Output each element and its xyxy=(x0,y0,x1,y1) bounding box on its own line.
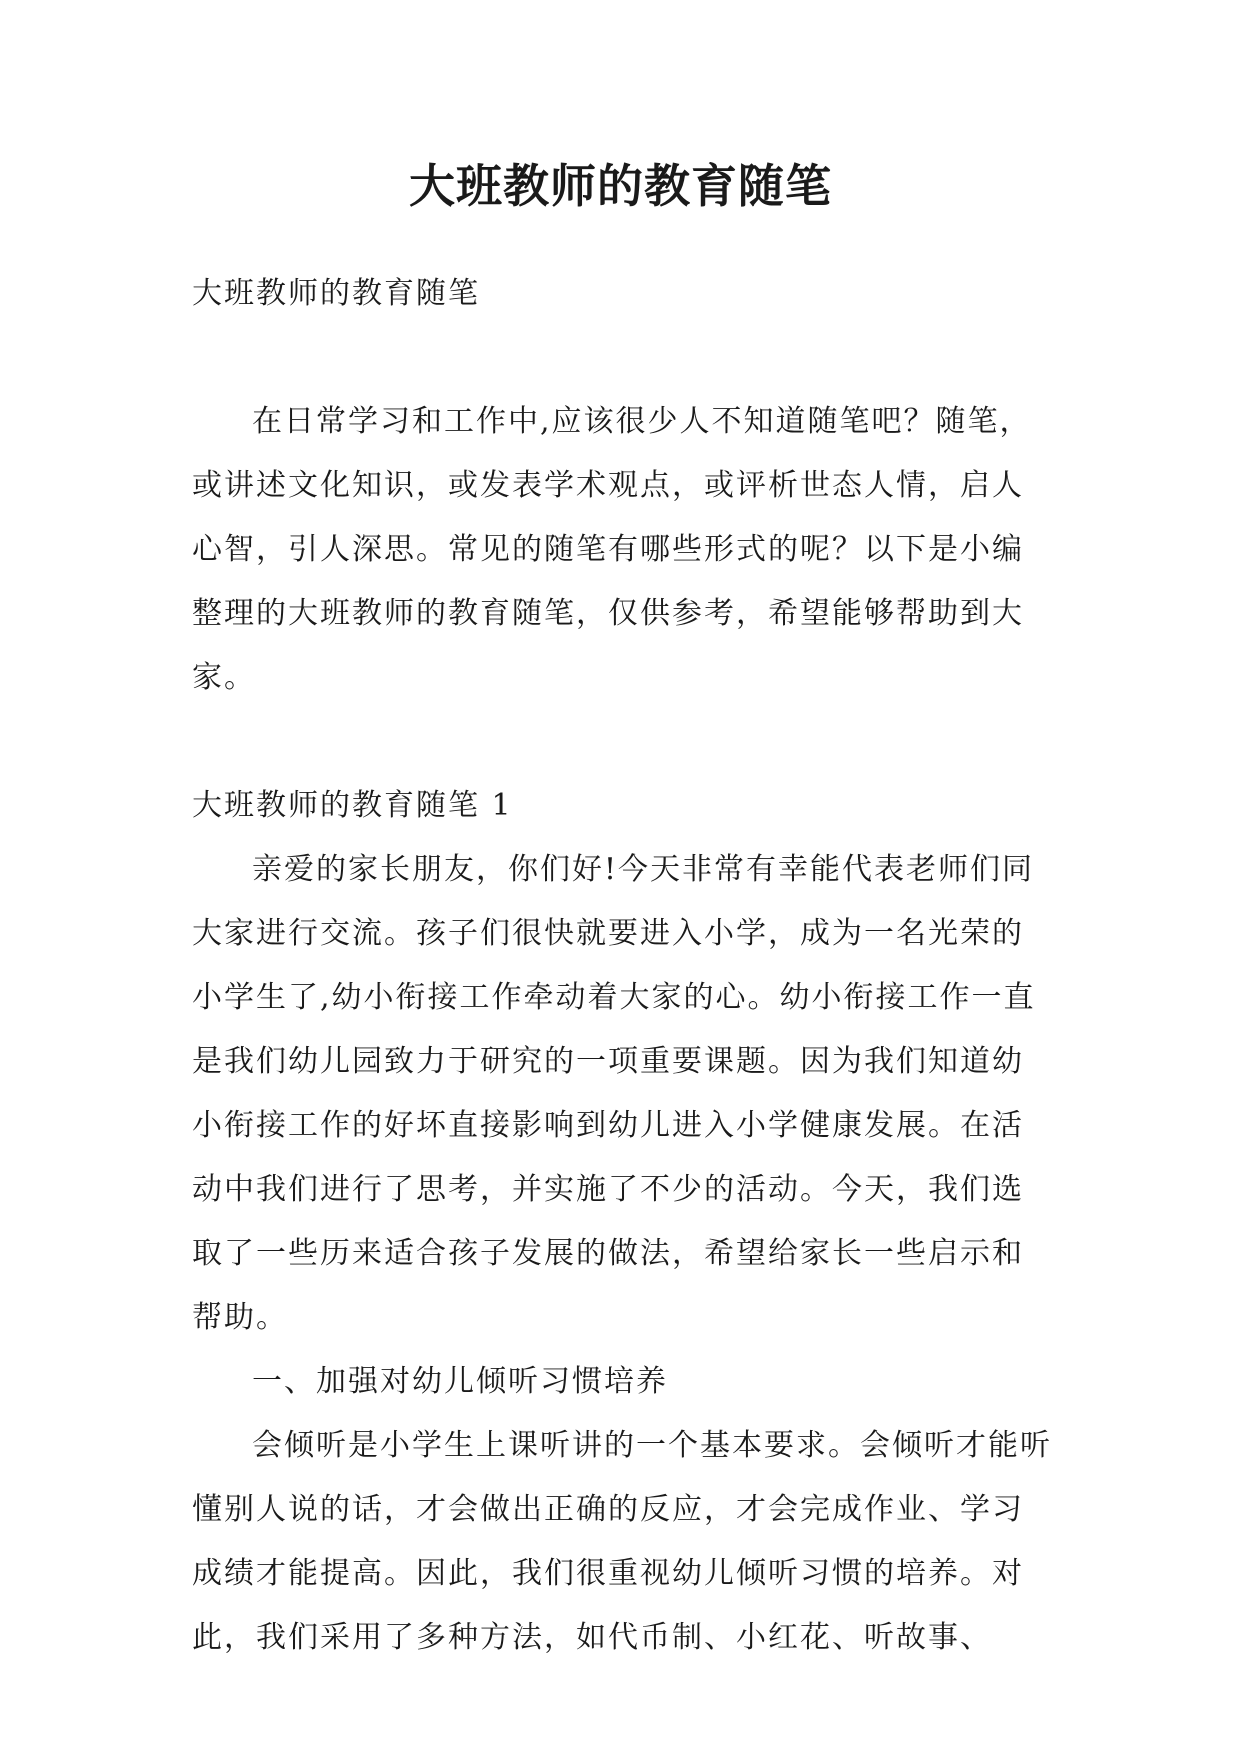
document-body xyxy=(192,262,1054,1670)
point-heading: 一、加强对幼儿倾听习惯培养 xyxy=(252,1364,668,1399)
document-subtitle: 大班教师的教育随笔 xyxy=(192,276,480,311)
section-heading: 大班教师的教育随笔 1 xyxy=(192,788,513,823)
body-paragraph: 会倾听是小学生上课听讲的一个基本要求。会倾听才能听懂别人说的话，才会做出正确的反应，才会完成作业、学习成绩才能提高。因此，我们很重视幼儿倾听习惯的培养。对此，我们采用了多种方法，如代币制、小红花、听故事、 xyxy=(192,1428,1052,1655)
body-paragraph: 亲爱的家长朋友，你们好!今天非常有幸能代表老师们同大家进行交流。孩子们很快就要进入小学，成为一名光荣的小学生了,幼小衔接工作牵动着大家的心。幼小衔接工作一直是我们幼儿园致力于研究的一项重要课题。因为我们知道幼小衔接工作的好坏直接影响到幼儿进入小学健康发展。在活动中我们进行了思考，并实施了不少的活动。今天，我们选取了一些历来适合孩子发展的做法，希望给家长一些启示和帮助。 xyxy=(192,852,1036,1335)
document-title: 大班教师的教育随笔 xyxy=(409,159,832,213)
intro-paragraph: 在日常学习和工作中,应该很少人不知道随笔吧？随笔，或讲述文化知识，或发表学术观点，或评析世态人情，启人心智，引人深思。常见的随笔有哪些形式的呢？以下是小编整理的大班教师的教育随笔，仅供参考，希望能够帮助到大家。 xyxy=(192,404,1032,695)
